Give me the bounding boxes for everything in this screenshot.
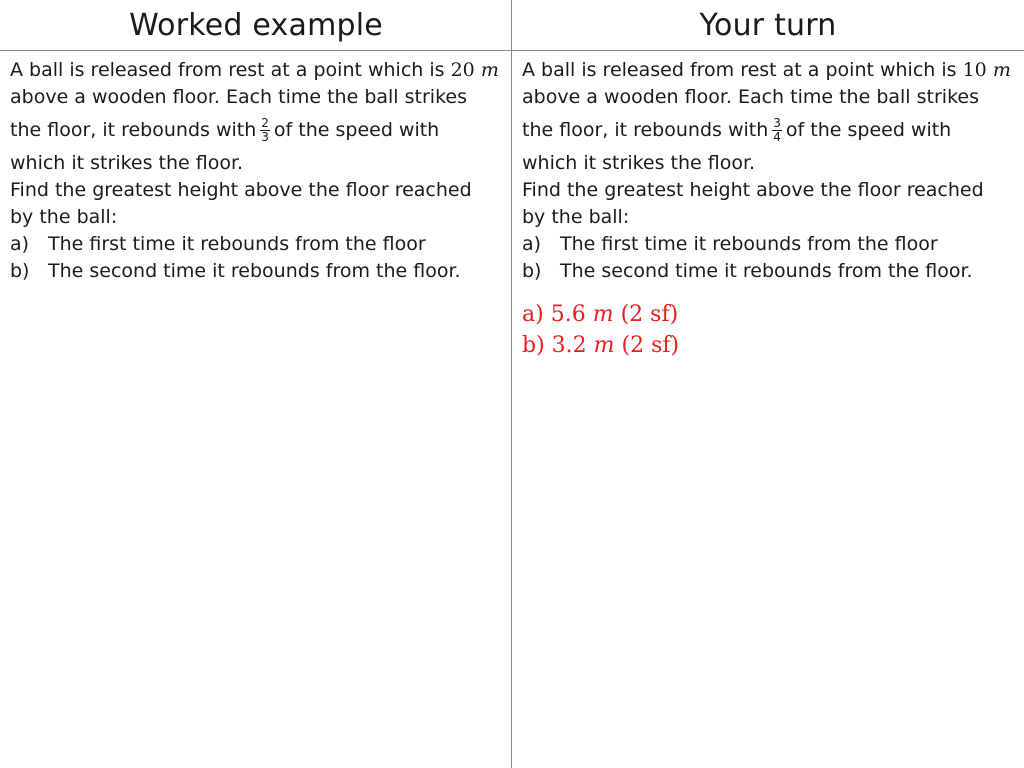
rebound-text-after: of the speed with (785, 119, 952, 141)
list-item (10, 231, 504, 258)
answer-unit: m (593, 333, 615, 358)
answer-prefix: a) (522, 302, 551, 327)
list-marker: b) (10, 260, 30, 282)
list-marker: a) (10, 233, 30, 255)
question-line-4: which it strikes the floor. (522, 152, 756, 174)
height-value: 10 (962, 59, 987, 81)
answer-value: 3.2 (551, 333, 587, 358)
list-text: The first time it rebounds from the floor (560, 233, 938, 255)
question-line-6: by the ball: (522, 206, 630, 228)
rebound-text-after: of the speed with (273, 119, 440, 141)
question-line-1 (10, 57, 504, 84)
fraction-denominator: 3 (261, 130, 269, 144)
answer-precision: (2 sf) (621, 333, 680, 358)
worked-example-question (0, 50, 512, 285)
answers (512, 299, 1024, 361)
question-line-2: above a wooden floor. Each time the ball strikes (522, 86, 979, 108)
list-item (522, 231, 1016, 258)
list-marker: b) (522, 260, 542, 282)
question-line-4: which it strikes the floor. (10, 152, 244, 174)
list-text: The second time it rebounds from the floor. (560, 260, 973, 282)
rebound-fraction (260, 117, 270, 144)
answer-prefix: b) (522, 333, 552, 358)
question-line-5: Find the greatest height above the floor reached (522, 179, 984, 201)
your-turn-question (512, 50, 1024, 285)
answer-unit: m (592, 302, 614, 327)
intro-text: A ball is released from rest at a point which is (522, 59, 963, 81)
answer-b (522, 330, 1024, 361)
question-line-5: Find the greatest height above the floor reached (10, 179, 472, 201)
your-turn-heading: Your turn (699, 7, 837, 43)
height-unit: m (480, 59, 499, 81)
question-line-1 (522, 57, 1016, 84)
worked-example-heading: Worked example (129, 7, 383, 43)
list-item (522, 258, 1016, 285)
answer-a (522, 299, 1024, 330)
list-item (10, 258, 504, 285)
intro-text: A ball is released from rest at a point which is (10, 59, 451, 81)
rebound-fraction (772, 117, 782, 144)
question-line-6: by the ball: (10, 206, 118, 228)
question-line-3 (10, 111, 504, 150)
list-text: The second time it rebounds from the floor. (48, 260, 461, 282)
fraction-numerator: 2 (261, 116, 269, 130)
list-marker: a) (522, 233, 542, 255)
answer-value: 5.6 (550, 302, 586, 327)
question-line-3 (522, 111, 1016, 150)
rebound-text-before: the floor, it rebounds with (10, 119, 257, 141)
fraction-numerator: 3 (773, 116, 781, 130)
height-unit: m (992, 59, 1011, 81)
your-turn-column (512, 0, 1024, 768)
answer-precision: (2 sf) (620, 302, 679, 327)
height-value: 20 (450, 59, 475, 81)
fraction-denominator: 4 (773, 130, 781, 144)
question-line-2: above a wooden floor. Each time the ball strikes (10, 86, 467, 108)
rebound-text-before: the floor, it rebounds with (522, 119, 769, 141)
list-text: The first time it rebounds from the floor (48, 233, 426, 255)
